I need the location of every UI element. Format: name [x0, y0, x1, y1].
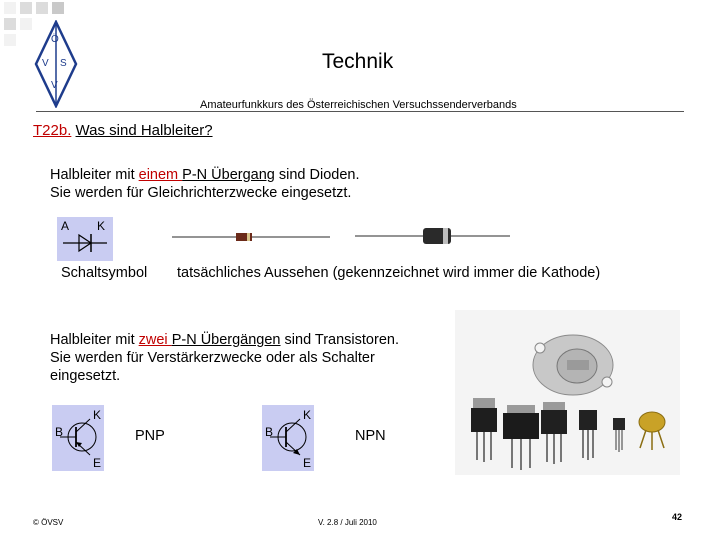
diode-line-2: Sie werden für Gleichrichterzwecke eingesetzt. [50, 185, 352, 201]
pnp-label-k: K [93, 408, 102, 422]
transistor-line-3: eingesetzt. [50, 368, 121, 384]
pnp-caption: PNP [135, 428, 165, 444]
diode-photo-large [355, 226, 510, 246]
pnp-label-b: B [55, 425, 64, 439]
transistor-line-1: Halbleiter mit zwei P-N Übergängen sind Transistoren. [50, 332, 399, 348]
npn-label-b: B [265, 425, 274, 439]
logo-letter-s: S [60, 58, 67, 69]
caption-actual: tatsächliches Aussehen (gekennzeichnet wird immer die Kathode) [177, 265, 601, 281]
section-heading [33, 122, 213, 139]
diode-symbol [57, 217, 113, 261]
transistor-photo [455, 310, 680, 475]
diode-label-cathode: K [97, 219, 106, 233]
diode-photo-small [172, 230, 330, 244]
transistor-paragraph [50, 331, 399, 385]
pnp-label-e: E [93, 456, 102, 470]
header-divider [36, 111, 684, 112]
footer-copyright: © ÖVSV [33, 518, 64, 527]
logo-letter-top: Ö [51, 34, 59, 45]
caption-symbol: Schaltsymbol [61, 265, 148, 281]
npn-caption: NPN [355, 428, 386, 444]
section-title: Was sind Halbleiter? [75, 122, 213, 139]
logo-letter-left: V [42, 58, 49, 69]
footer-version: V. 2.8 / Juli 2010 [318, 518, 377, 527]
diode-label-anode: A [61, 219, 70, 233]
transistor-line-2: Sie werden für Verstärkerzwecke oder als Schalter [50, 350, 375, 366]
section-code: T22b. [33, 122, 72, 139]
diode-line-1: Halbleiter mit einem P-N Übergang sind Dioden. [50, 167, 360, 183]
npn-label-e: E [303, 456, 312, 470]
page-subtitle: Amateurfunkkurs des Österreichischen Versuchssenderverbands [200, 99, 517, 111]
npn-label-k: K [303, 408, 312, 422]
diode-paragraph [50, 166, 360, 202]
page-title: Technik [322, 50, 394, 73]
ovsv-logo [33, 20, 79, 108]
page-number: 42 [672, 512, 683, 522]
logo-letter-bottom: V [51, 80, 58, 91]
